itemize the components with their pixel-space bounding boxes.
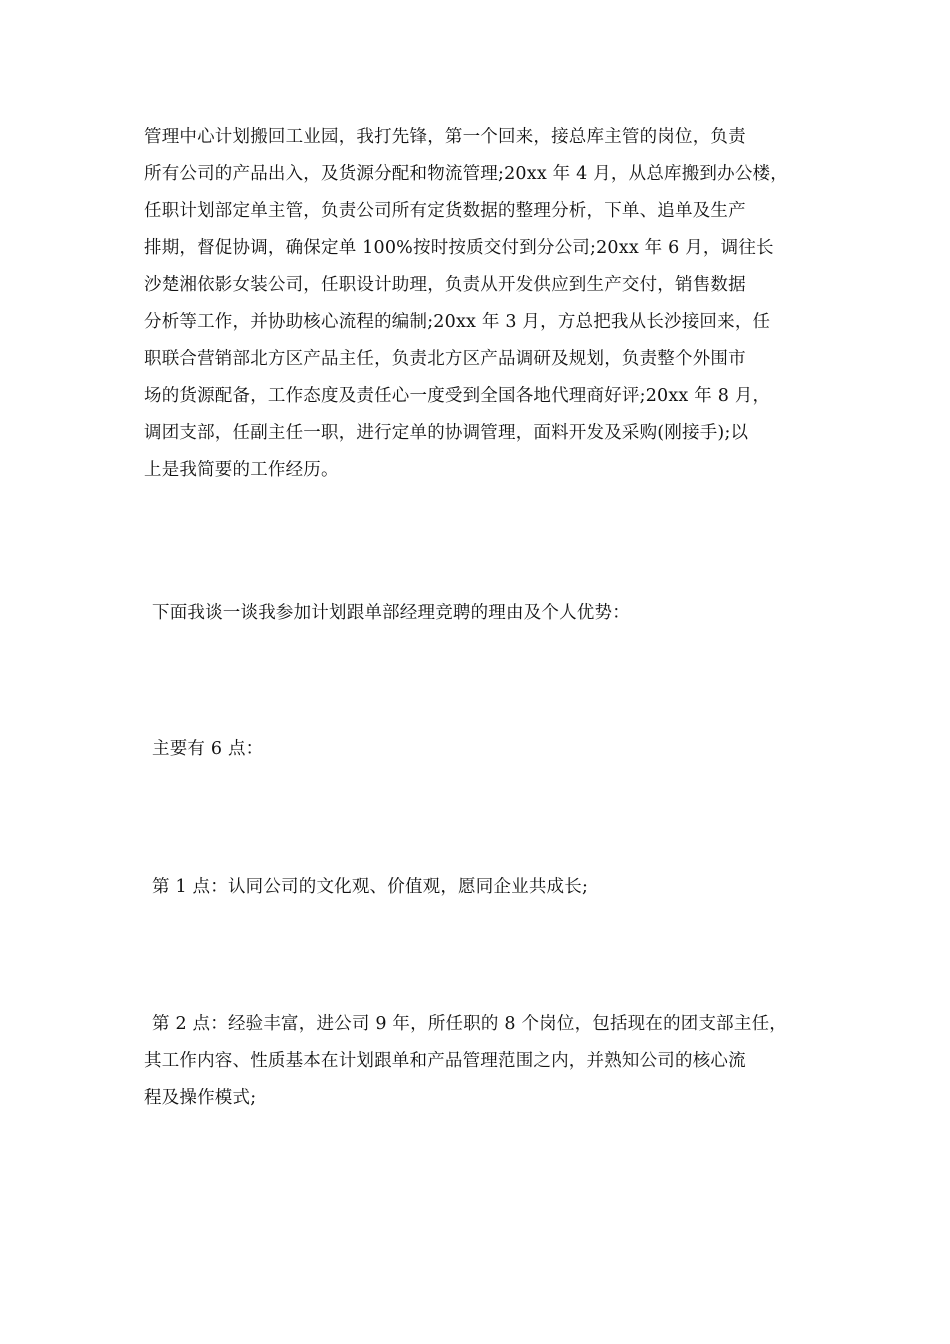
text-line: 调团支部，任副主任一职，进行定单的协调管理，面料开发及采购(刚接手);以: [144, 423, 749, 443]
text-line: 场的货源配备，工作态度及责任心一度受到全国各地代理商好评;20xx 年 8 月，: [144, 386, 771, 406]
point-1-paragraph: 第 1 点：认同公司的文化观、价值观，愿同企业共成长;: [152, 877, 589, 897]
intro-paragraph: 下面我谈一谈我参加计划跟单部经理竞聘的理由及个人优势：: [152, 603, 630, 623]
text-line: 任职计划部定单主管，负责公司所有定货数据的整理分析，下单、追单及生产: [144, 201, 746, 221]
text-line: 其工作内容、性质基本在计划跟单和产品管理范围之内，并熟知公司的核心流: [144, 1051, 746, 1071]
text-line: 排期，督促协调，确保定单 100%按时按质交付到分公司;20xx 年 6 月，调往长: [144, 238, 774, 258]
text-line: 职联合营销部北方区产品主任，负责北方区产品调研及规划，负责整个外围市: [144, 349, 746, 369]
text-line: 程及操作模式;: [144, 1088, 257, 1108]
text-line: 沙楚湘依影女装公司，任职设计助理，负责从开发供应到生产交付，销售数据: [144, 275, 746, 295]
text-line: 所有公司的产品出入，及货源分配和物流管理;20xx 年 4 月，从总库搬到办公楼，: [144, 164, 788, 184]
text-line: 分析等工作，并协助核心流程的编制;20xx 年 3 月，方总把我从长沙接回来，任: [144, 312, 771, 332]
text-line: 上是我简要的工作经历。: [144, 460, 339, 480]
text-line: 管理中心计划搬回工业园，我打先锋，第一个回来，接总库主管的岗位，负责: [144, 127, 746, 147]
summary-paragraph: 主要有 6 点：: [152, 739, 264, 759]
text-line: 第 2 点：经验丰富，进公司 9 年，所任职的 8 个岗位，包括现在的团支部主任，: [152, 1014, 787, 1034]
